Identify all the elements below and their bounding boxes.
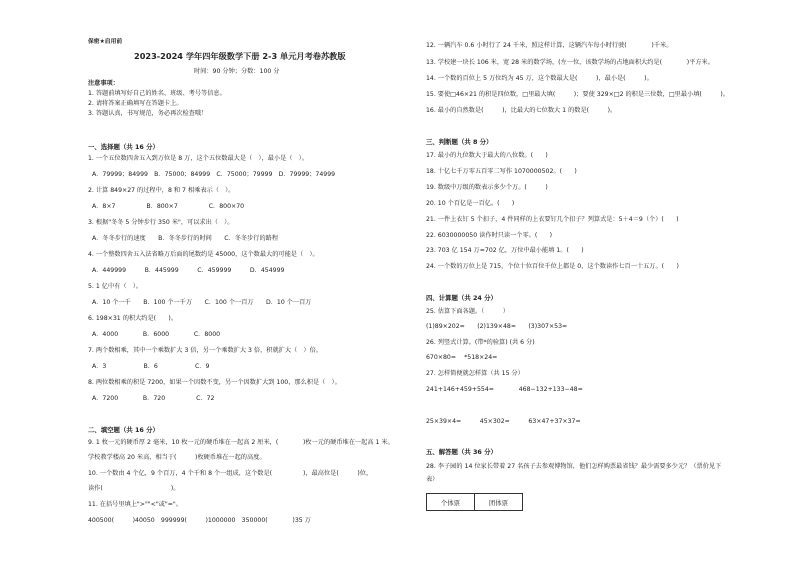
question-line: 6. 198×31 的积大约是( )。 bbox=[88, 315, 178, 322]
question-line: 18. 十亿七千万零五百零二写作 1070000502。( ) bbox=[426, 168, 577, 175]
option-line: A．3 B．6 C．9 bbox=[92, 363, 210, 370]
question-line: 11. 在括号里填上">""<"或"="。 bbox=[88, 501, 182, 508]
question-line: 21. 一件上衣钉 5 个扣子，4 件同样的上衣要钉几个扣子？列算式是：5＋4＝9（个）( ) bbox=[426, 216, 679, 223]
question-line: 19. 数级中万级的数表示多少个万。( ) bbox=[426, 184, 548, 191]
question-line: 表） bbox=[426, 476, 439, 483]
question-line: 读作( )。 bbox=[88, 485, 180, 492]
notes-heading: 注意事项： bbox=[88, 80, 119, 87]
option-line: A．79999；84999 B．75000；84999 C．75000；79999 D．79999；74999 bbox=[92, 171, 336, 178]
section-heading-calc: 四、计算题（共 24 分） bbox=[426, 294, 497, 302]
option-line: A．4000 B．6000 C．8000 bbox=[92, 331, 221, 338]
question-line: 27. 怎样简便就怎样算（共 15 分） bbox=[426, 370, 524, 377]
question-line: 670×80= *518×24= bbox=[426, 354, 498, 361]
note-item: 3. 答题认真，书写规范，务必再次检查哦！ bbox=[88, 110, 208, 117]
question-line: (1)89×202≈ (2)139×48≈ (3)307×53≈ bbox=[426, 323, 568, 330]
option-line: A．冬冬步行的速度 B．冬冬步行的时间 C．冬冬步行的路程 bbox=[92, 235, 279, 242]
option-line: A．7200 B．720 C．72 bbox=[92, 395, 215, 402]
question-line: 25. 估算下面各题。（ ） bbox=[426, 308, 509, 315]
question-line: 学校教学楼高 20 米高，相当于( )枚硬币堆在一起的高度。 bbox=[88, 454, 266, 461]
page-title: 2023-2024 学年四年级数学下册 2-3 单元月考卷苏教版 bbox=[134, 51, 346, 61]
exam-meta: 时间：90 分钟；分数：100 分 bbox=[194, 68, 280, 75]
question-line: 8. 两位数相乘的积是 7200，如果一个因数不变，另一个因数扩大到 100，那么积是（ ）。 bbox=[88, 379, 341, 386]
note-item: 2. 请将答案正确填写在答题卡上。 bbox=[88, 100, 183, 107]
question-line: 25×39×4= 45×302= 63×47+37×37= bbox=[426, 418, 581, 425]
section-heading-judge: 三、判断题（共 8 分） bbox=[426, 138, 493, 146]
question-line: 17. 最小的九位数大于最大的八位数。( ) bbox=[426, 152, 548, 159]
question-line: 16. 最小的自然数是( )，比最大的七位数大 1 的数是( )。 bbox=[426, 107, 617, 114]
question-line: 26. 列竖式计算。(带*的验算) (共 6 分) bbox=[426, 339, 535, 346]
question-line: 7. 两个数相乘，其中一个乘数扩大 3 倍，另一个乘数扩大 3 倍，积就扩大（ ）倍。 bbox=[88, 347, 322, 354]
question-line: 400500( )40050 999999( )1000000 350000( )35 万 bbox=[88, 517, 311, 524]
option-line: A．10 个一千 B．100 个一千万 C．100 个一百万 D．10 个一百万 bbox=[92, 299, 312, 306]
question-line: 14. 一个数的百位上 5 万位约为 45 万，这个数最大是( )，最小是( )。 bbox=[426, 75, 653, 82]
question-line: 24. 一个数的万位上是 715，个位十位百位千位上都是 0，这个数读作七百一十五万。( ) bbox=[426, 263, 679, 270]
question-line: 241+146+459+554= 468−132+133−48= bbox=[426, 386, 583, 393]
secret-label: 保密★启用前 bbox=[88, 39, 123, 45]
question-line: 28. 李子园的 14 位家长带着 27 名孩子去参观博物馆，他们怎样购票最省钱？最少需要多少元？（票价见下 bbox=[426, 463, 722, 470]
ticket-price-table bbox=[426, 493, 523, 511]
question-line: 13. 学校建一块长 106 米，宽 28 米的数学场，(左一位，该数学场的占地面积大约是( )平方米。 bbox=[426, 59, 714, 66]
section-heading-choice: 一、选择题（共 16 分） bbox=[88, 143, 159, 151]
question-line: 2. 计算 849×27 的过程中，8 和 7 相乘表示（ ）。 bbox=[88, 187, 235, 194]
section-heading-fill: 二、填空题（共 16 分） bbox=[88, 426, 159, 434]
section-heading-answer: 五、解答题（共 36 分） bbox=[426, 448, 497, 456]
table-header-group: 团体票 bbox=[475, 494, 523, 511]
question-line: 10. 一个数由 4 个亿，9 个百万，4 个千和 8 个一组成，这个数是( )，最高位是( )位， bbox=[88, 470, 373, 477]
question-line: 15. 要使□46×21 的积是四位数，□里最大填( )；要使 329×□2 的积是三位数，□里最小填( )。 bbox=[426, 91, 729, 98]
question-line: 23. 703 亿 154 万≈702 亿，万位中最小能填 1。( ) bbox=[426, 247, 584, 254]
question-line: 9. 1 枚一元的硬币厚 2 毫米，10 枚一元的硬币堆在一起高 2 厘米，( )枚一元的硬币堆在一起高 1 米。 bbox=[88, 439, 394, 446]
question-line: 12. 一辆汽车 0.6 小时行了 24 千米，照这样计算，这辆汽车每小时行驶( )千米。 bbox=[426, 42, 673, 49]
option-line: A．8×7 B．800×7 C．800×70 bbox=[92, 203, 245, 210]
table-header-individual: 个体票 bbox=[427, 494, 475, 511]
option-line: A．449999 B．445999 C．459999 D．454999 bbox=[92, 267, 285, 274]
question-line: 3. 根据"冬冬 5 分钟步行 350 米"，可以求出（ ）。 bbox=[88, 219, 234, 226]
note-item: 1. 答题前填写好自己的姓名、班级、考号等信息。 bbox=[88, 90, 226, 97]
question-line: 4. 一个整数四舍五入法省略万后面的尾数约是 45000，这个数最大的可能是（ ）。 bbox=[88, 251, 319, 258]
question-line: 1. 一个五位数四舍五入到万位是 8 万，这个五位数最大是（ ），最小是（ ）。 bbox=[88, 155, 308, 162]
question-line: 22. 6030000050 读作时只读一个零。( ) bbox=[426, 232, 553, 239]
question-line: 5. 1 亿中有（ ）。 bbox=[88, 283, 142, 290]
question-line: 20. 10 个百亿是一百亿。( ) bbox=[426, 200, 515, 207]
